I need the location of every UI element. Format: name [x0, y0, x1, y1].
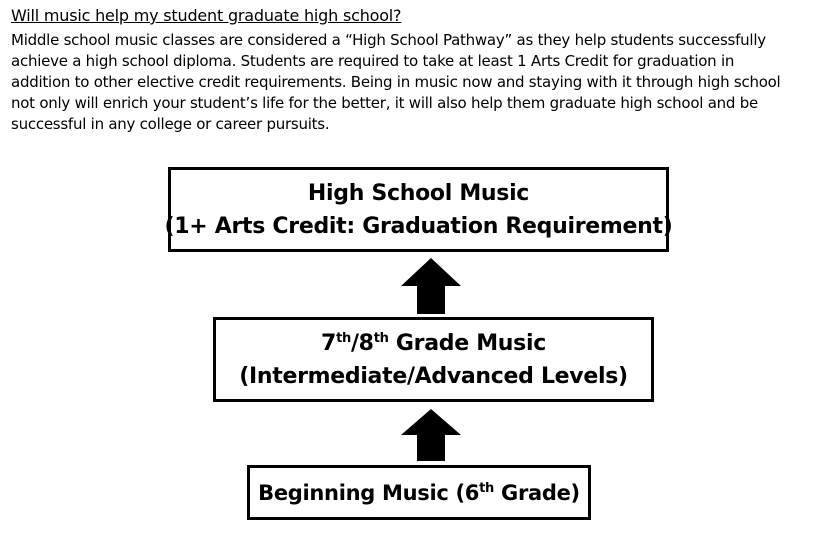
- ordinal-suffix: th: [479, 480, 494, 496]
- middle-grade-music-title: [321, 327, 546, 360]
- middle-grade-music-subtitle: (Intermediate/Advanced Levels): [239, 363, 628, 389]
- high-school-music-title: High School Music: [307, 180, 530, 206]
- page-heading: Will music help my student graduate high school?: [11, 6, 402, 25]
- paragraph-line: addition to other elective credit requirements. Being in music now and staying with it through high school: [11, 73, 781, 91]
- intro-paragraph: [11, 30, 831, 135]
- middle-title-rest: Grade Music: [388, 330, 546, 356]
- ordinal-suffix: th: [336, 330, 351, 346]
- beginning-title-prefix: Beginning Music (6: [258, 480, 480, 505]
- paragraph-line: Middle school music classes are considered a “High School Pathway” as they help students successfully: [11, 31, 766, 49]
- high-school-music-box: [164, 167, 673, 252]
- high-school-music-subtitle: (1+ Arts Credit: Graduation Requirement): [164, 213, 673, 239]
- ordinal-suffix: th: [373, 330, 389, 346]
- middle-grade-music-box: [213, 317, 654, 402]
- grade-seven: 7: [321, 330, 337, 356]
- beginning-music-box: [247, 465, 591, 520]
- beginning-music-title: [258, 481, 580, 505]
- up-arrow-icon: [401, 258, 461, 314]
- paragraph-line: successful in any college or career pursuits.: [11, 115, 330, 133]
- beginning-title-suffix: Grade): [494, 480, 580, 505]
- up-arrow-icon: [401, 409, 461, 461]
- paragraph-line: not only will enrich your student’s life for the better, it will also help them graduate high school and be: [11, 94, 758, 112]
- paragraph-line: achieve a high school diploma. Students are required to take at least 1 Arts Credit for graduation in: [11, 52, 735, 70]
- grade-eight: /8: [350, 330, 374, 356]
